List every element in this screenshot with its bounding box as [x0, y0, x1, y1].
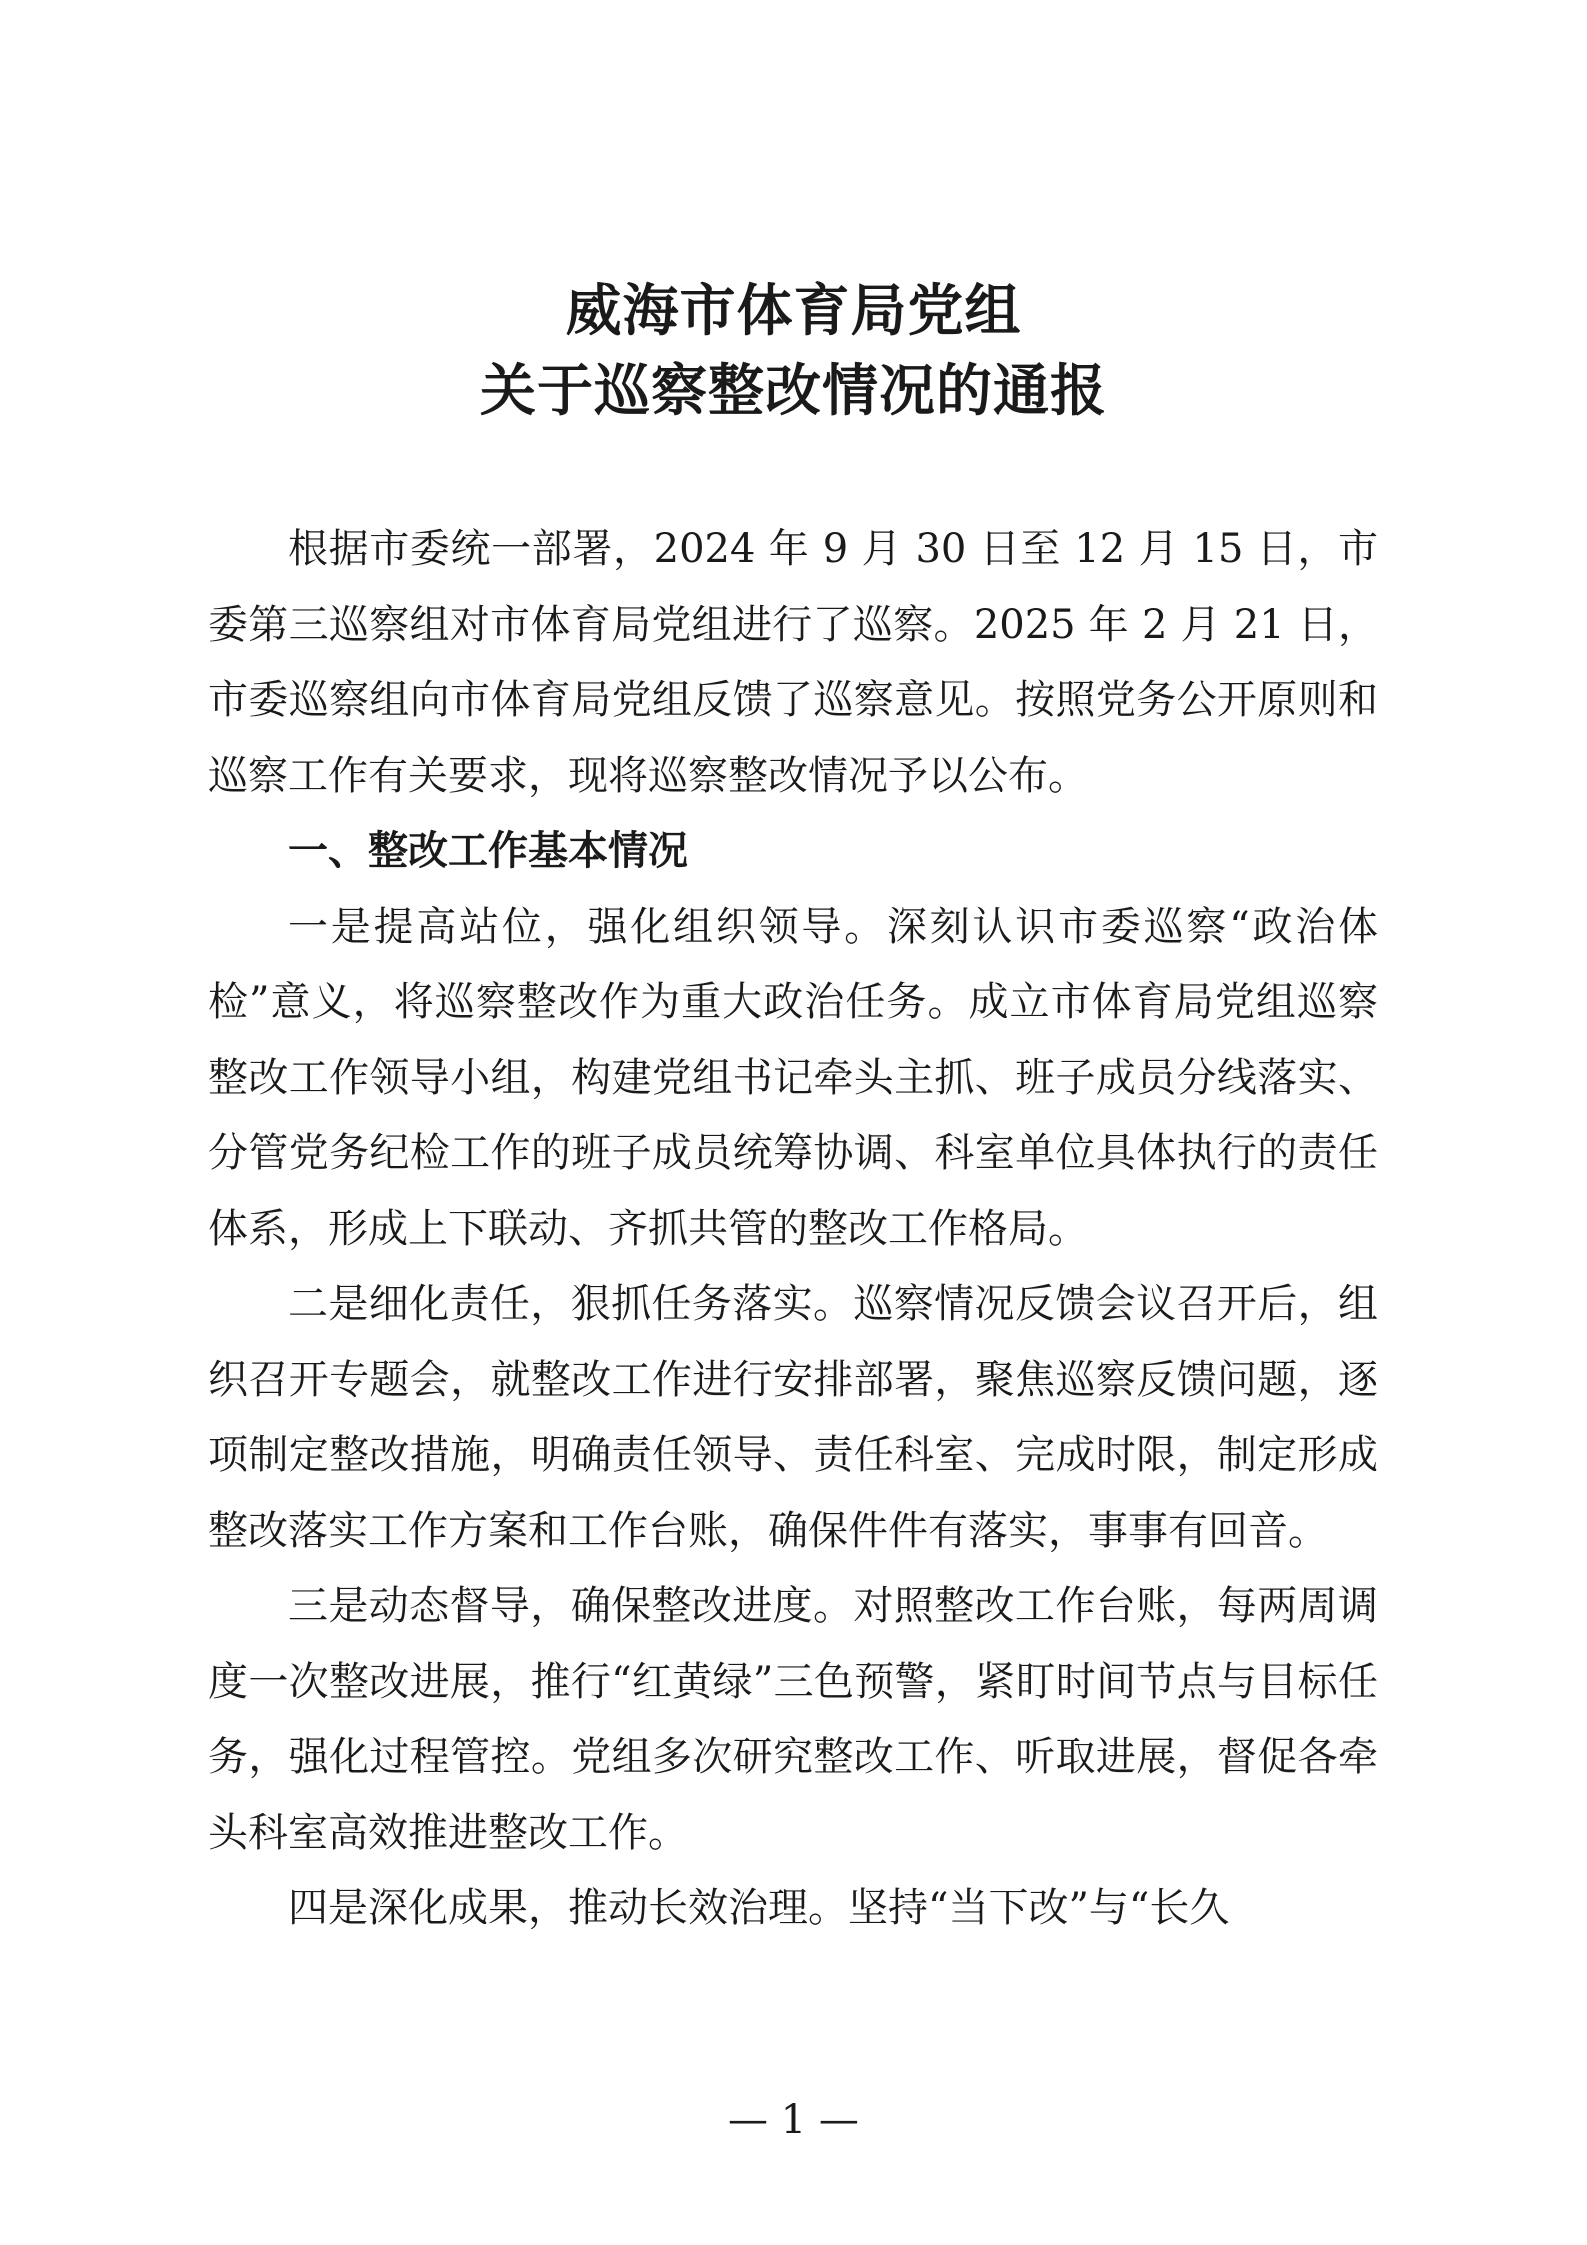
intro-paragraph: 根据市委统一部署，2024 年 9 月 30 日至 12 月 15 日，市委第三巡察组对市体育局党组进行了巡察。2025 年 2 月 21 日，市委巡察组向市体育局党组反馈了巡察意见。按照党务公开原则和巡察工作有关要求，现将巡察整改情况予以公布。 — [208, 526, 1378, 799]
document-body — [208, 512, 1378, 1947]
document-title-line1: 威海市体育局党组 — [565, 279, 1022, 344]
document-title-line2: 关于巡察整改情况的通报 — [480, 359, 1107, 424]
page-number: — 1 — — [728, 2097, 859, 2143]
body-paragraph-4 — [208, 1871, 1378, 1947]
body-paragraph-3 — [208, 1569, 1378, 1871]
section-heading: 一、整改工作基本情况 — [288, 828, 688, 874]
paragraph-lead: 三是动态督导，确保整改进度。 — [288, 1583, 854, 1629]
paragraph-lead: 一是提高站位，强化组织领导。 — [288, 903, 887, 950]
body-paragraph-1 — [208, 890, 1378, 1268]
paragraph-text: 巡察情况反馈会议召开后，组织召开专题会，就整改工作进行安排部署，聚焦巡察反馈问题，逐项制定整改措施，明确责任领导、责任科室、完成时限，制定形成整改落实工作方案和工作台账，确保件件有落实，事事有回音。 — [208, 1281, 1379, 1554]
body-paragraph-2 — [208, 1267, 1378, 1569]
paragraph-text: 坚持“当下改”与“长久 — [848, 1885, 1230, 1931]
paragraph-text: 深刻认识市委巡察“政治体检”意义，将巡察整改作为重大政治任务。成立市体育局党组巡察整改工作领导小组，构建党组书记牵头主抓、班子成员分线落实、分管党务纪检工作的班子成员统筹协调、科室单位具体执行的责任体系，形成上下联动、齐抓共管的整改工作格局。 — [208, 903, 1379, 1252]
paragraph-text: 对照整改工作台账，每两周调度一次整改进展，推行“红黄绿”三色预警，紧盯时间节点与目标任务，强化过程管控。党组多次研究整改工作、听取进展，督促各牵头科室高效推进整改工作。 — [208, 1583, 1379, 1856]
paragraph-lead: 四是深化成果，推动长效治理。 — [288, 1885, 848, 1931]
paragraph-lead: 二是细化责任，狠抓任务落实。 — [288, 1281, 854, 1327]
